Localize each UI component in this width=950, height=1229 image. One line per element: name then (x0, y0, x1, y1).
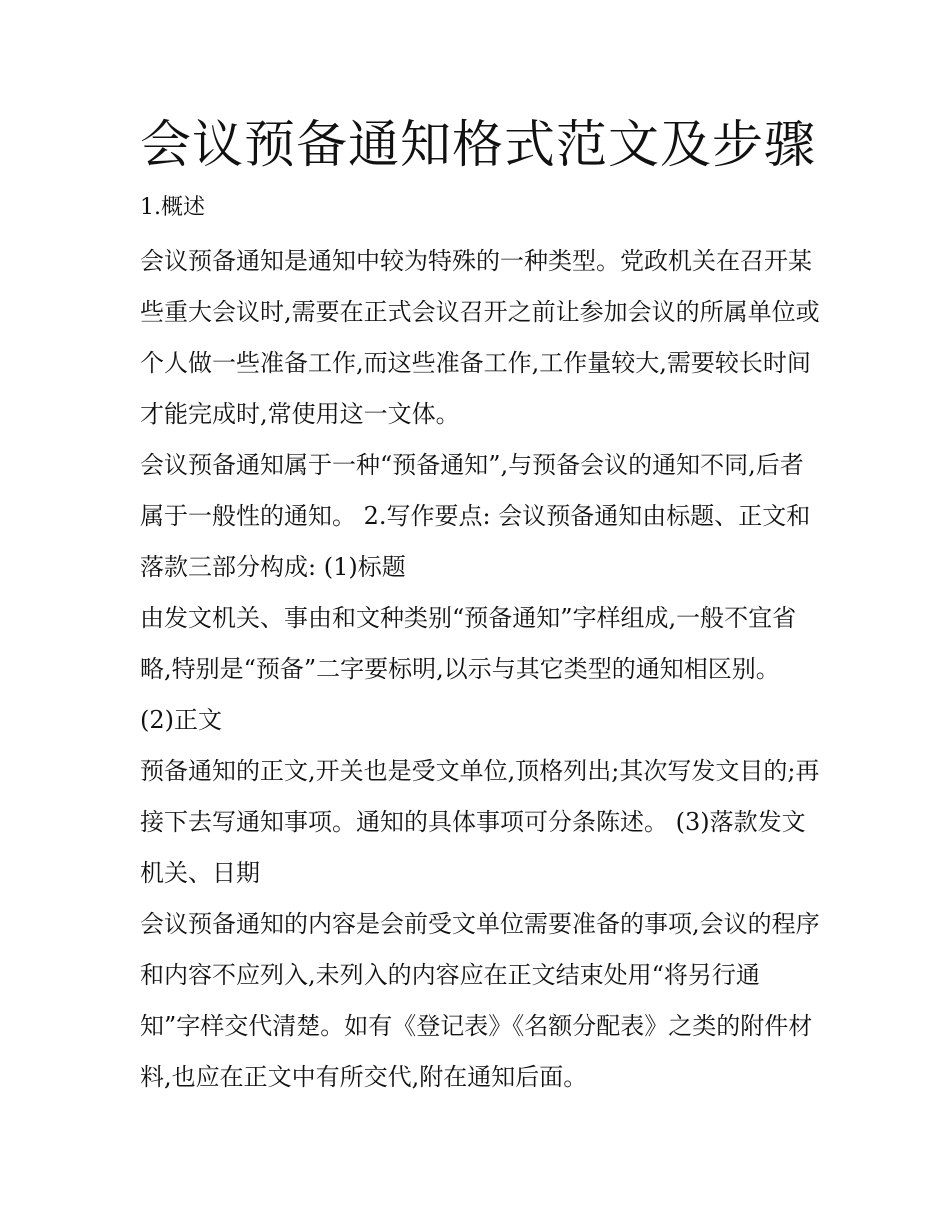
paragraph-writing-points: 会议预备通知属于一种“预备通知”,与预备会议的通知不同,后者属于一般性的通知。 2.写作要点: 会议预备通知由标题、正文和落款三部分构成: (1)标题 (140, 451, 811, 581)
document-page (140, 110, 820, 1103)
paragraph-title-rules: 由发文机关、事由和文种类别“预备通知”字样组成,一般不宜省略,特别是“预备”二字要标明,以示与其它类型的通知相区别。 (2)正文 (140, 604, 797, 734)
paragraph-overview: 会议预备通知是通知中较为特殊的一种类型。党政机关在召开某些重大会议时,需要在正式会议召开之前让参加会议的所属单位或个人做一些准备工作,而这些准备工作,工作量较大,需要较长时间才能完成时,常使用这一文体。 (140, 247, 820, 428)
paragraph-body-rules: 预备通知的正文,开关也是受文单位,顶格列出;其次写发文目的;再接下去写通知事项。通知的具体事项可分条陈述。 (3)落款发文机关、日期 (140, 757, 820, 887)
paragraph-content-notes: 会议预备通知的内容是会前受文单位需要准备的事项,会议的程序和内容不应列入,未列入的内容应在正文结束处用“将另行通知”字样交代清楚。如有《登记表》《名额分配表》之类的附件材料,也应在正文中有所交代,附在通知后面。 (140, 910, 820, 1091)
section-heading-overview: 1.概述 (140, 195, 205, 220)
document-title: 会议预备通知格式范文及步骤 (140, 116, 817, 175)
